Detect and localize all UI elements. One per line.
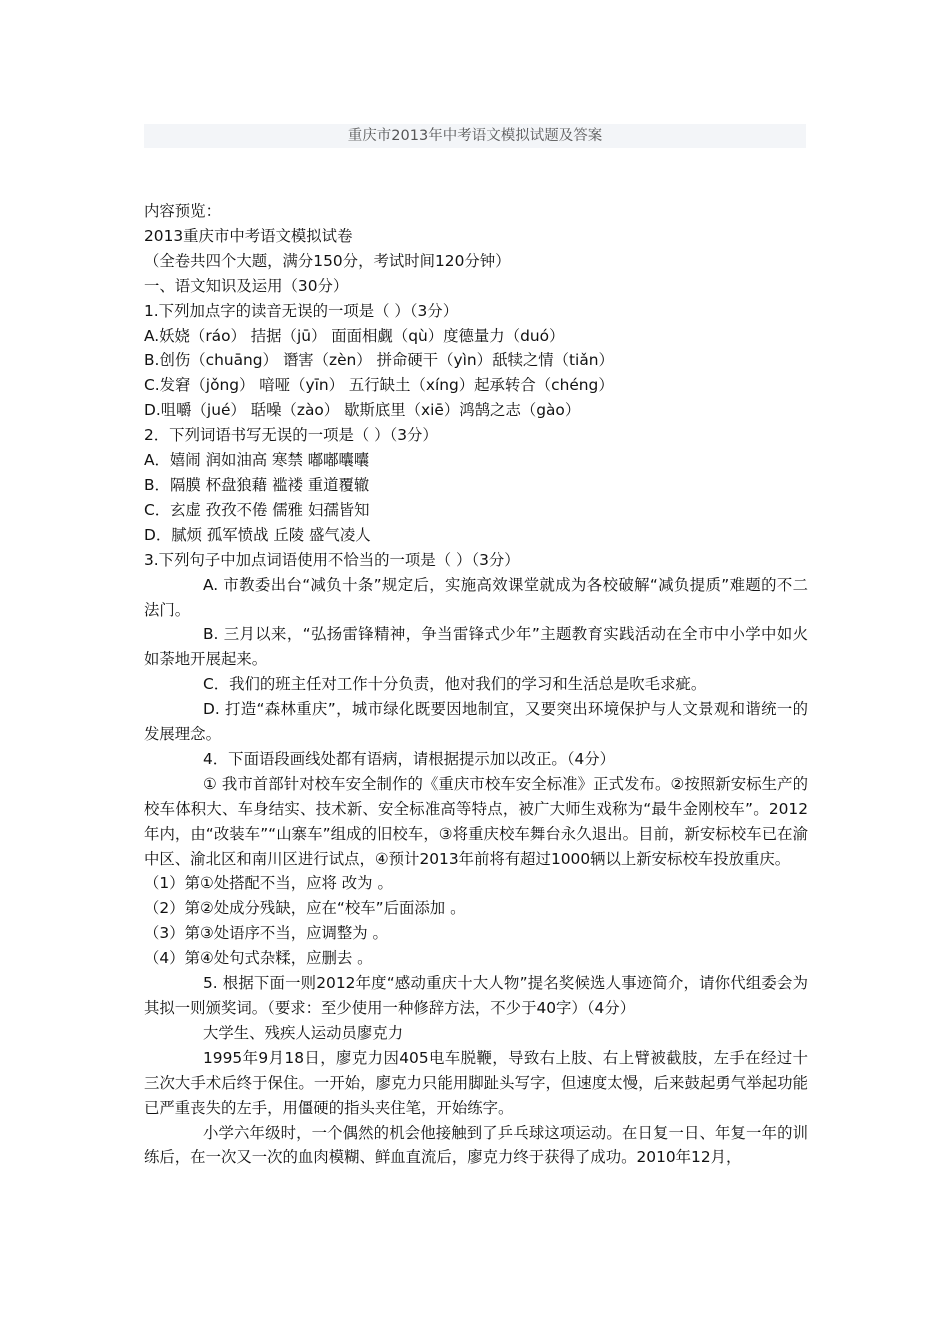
question-1: 1.下列加点字的读音无误的一项是（ ）（3分） [144,301,459,320]
q3-option-b: B. 三月以来，“弘扬雷锋精神，争当雷锋式少年”主题教育实践活动在全市中小学中如火如荼地开展起来。 [144,625,808,669]
q1-option-b: B.创伤（chuāng） 谮害（zèn） 拼命硬干（yìn）舐犊之情（tiǎn） [144,351,614,370]
document-title: 重庆市2013年中考语文模拟试题及答案 [144,124,806,148]
q2-option-c: C．玄虚 孜孜不倦 儒雅 妇孺皆知 [144,500,370,519]
q4-answer-2: （2）第②处成分残缺，应在“校车”后面添加 。 [144,899,466,918]
q2-option-a: A．嬉闹 润如油高 寒禁 嘟嘟囔囔 [144,451,370,470]
q3-option-c: C．我们的班主任对工作十分负责，他对我们的学习和生活总是吹毛求疵。 [203,675,707,694]
question-5: 5. 根据下面一则2012年度“感动重庆十大人物”提名奖候选人事迹简介，请你代组委会为其拟一则颁奖词。（要求：至少使用一种修辞方法，不少于40字）（4分） [144,974,808,1017]
exam-title: 2013重庆市中考语文模拟试卷 [144,226,353,245]
question-3: 3.下列句子中加点词语使用不恰当的一项是（ ）（3分） [144,550,520,569]
q4-answer-4: （4）第④处句式杂糅，应删去 。 [144,949,373,968]
q4-answer-3: （3）第③处语序不当，应调整为 。 [144,924,388,943]
exam-info: （全卷共四个大题，满分150分，考试时间120分钟） [144,251,511,270]
q1-option-a: A.妖娆（ráo） 拮据（jū） 面面相觑（qù）度德量力（duó） [144,326,565,345]
section-heading: 一、语文知识及运用（30分） [144,276,349,295]
q4-answer-1: （1）第①处搭配不当，应将 改为 。 [144,874,393,893]
q2-option-b: B．隔膜 杯盘狼藉 褴褛 重道覆辙 [144,475,370,494]
q3-option-a: A. 市教委出台“减负十条”规定后，实施高效课堂就成为各校破解“减负提质”难题的不二法门。 [144,575,808,619]
q1-option-d: D.咀嚼（jué） 聒噪（zào） 歇斯底里（xiē）鸿鹄之志（gào） [144,401,581,420]
q5-story-paragraph-2: 小学六年级时，一个偶然的机会他接触到了乒乓球这项运动。在日复一日、年复一年的训练后，在一次又一次的血肉模糊、鲜血直流后，廖克力终于获得了成功。2010年12月， [144,1123,808,1167]
q5-story-paragraph-1: 1995年9月18日，廖克力因405电车脱鞭，导致右上肢、右上臂被截肢，左手在经过十三次大手术后终于保住。一开始，廖克力只能用脚趾头写字，但速度太慢，后来鼓起勇气举起功能已严重丧失的左手，用僵硬的指头夹住笔，开始练字。 [144,1048,808,1117]
question-2: 2．下列词语书写无误的一项是（ ）（3分） [144,426,438,445]
question-4: 4．下面语段画线处都有语病，请根据提示加以改正。（4分） [203,749,616,768]
preview-label: 内容预览： [144,202,221,220]
q5-subject-heading: 大学生、残疾人运动员廖克力 [203,1023,404,1042]
q3-option-d: D. 打造“森林重庆”，城市绿化既要因地制宜，又要突出环境保护与人文景观和谐统一的发展理念。 [144,700,808,744]
q2-option-d: D．腻烦 孤军愤战 丘陵 盛气凌人 [144,525,371,544]
q1-option-c: C.发窘（jǒng） 喑哑（yīn） 五行缺土（xíng）起承转合（chéng） [144,376,614,395]
q4-passage: ① 我市首部针对校车安全制作的《重庆市校车安全标准》正式发布。②按照新安标生产的校车体积大、车身结实、技术新、安全标准高等特点，被广大师生戏称为“最牛金刚校车”。2012年内，由“改装车”“山寨车”组成的旧校车，③将重庆校车舞台永久退出。目前，新安标校车已在渝中区、渝北区和南川区进行试点，④预计2013年前将有超过1000辆以上新安标校车投放重庆。 [144,774,808,868]
document-body [144,199,808,1170]
